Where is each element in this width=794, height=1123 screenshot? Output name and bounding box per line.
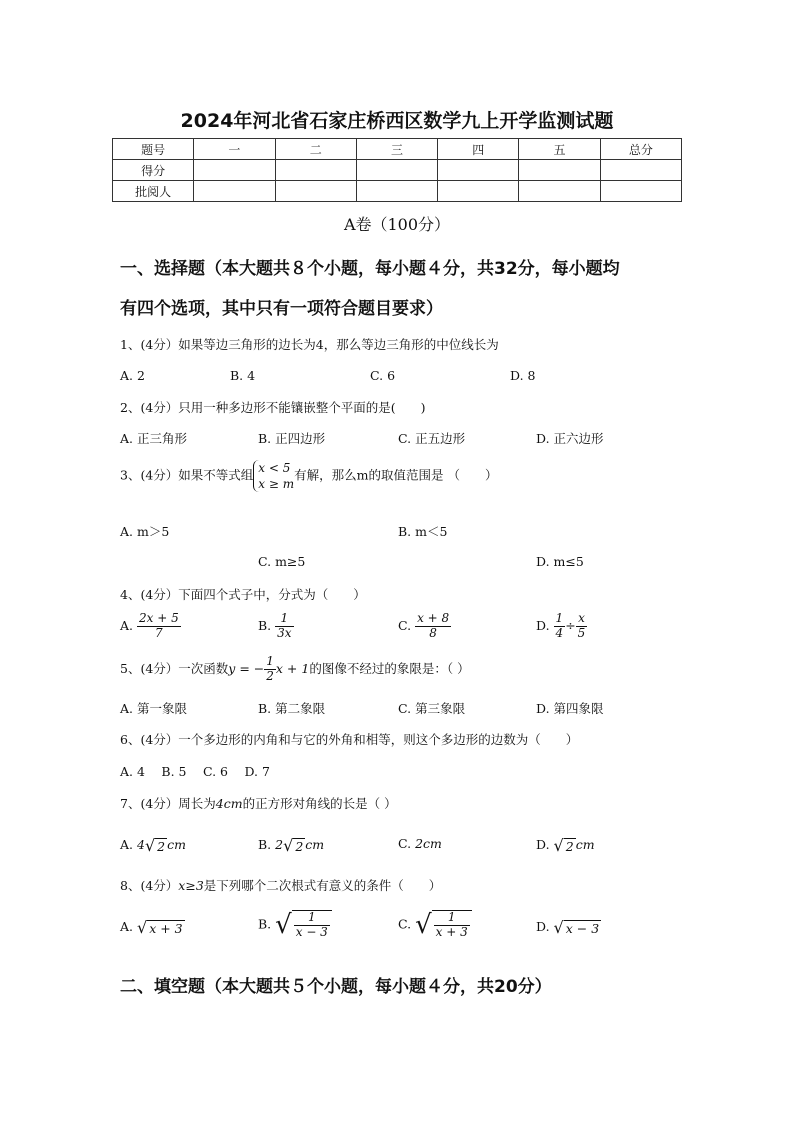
- inequality-1: x < 5: [258, 461, 291, 475]
- question-6: 6、(4分）一个多边形的内角和与它的外角和相等，则这个多边形的边数为（ ）: [120, 732, 579, 747]
- numerator: 1: [555, 611, 564, 625]
- fraction: [434, 911, 470, 940]
- radical-icon: √: [553, 836, 564, 855]
- table-cell: 五: [519, 139, 600, 160]
- q7-suffix: 的正方形对角线的长是（ ）: [242, 796, 397, 811]
- q2-option-c[interactable]: C. 正五边形: [398, 431, 466, 446]
- option-label: A.: [120, 837, 134, 852]
- q3-option-c[interactable]: C. m≥5: [258, 554, 306, 569]
- q8-option-a[interactable]: [120, 918, 185, 937]
- question-8: [120, 876, 441, 894]
- q4-option-d[interactable]: [536, 612, 587, 641]
- grader-input-cell[interactable]: [194, 181, 275, 202]
- fraction: [264, 655, 276, 684]
- unit: cm: [305, 837, 325, 852]
- q1-option-a[interactable]: A. 2: [120, 368, 145, 383]
- score-input-cell[interactable]: [275, 160, 356, 181]
- q8-option-c[interactable]: [398, 910, 472, 940]
- q7-option-d[interactable]: [536, 836, 595, 855]
- fraction: [576, 612, 588, 641]
- numerator: 1: [275, 612, 293, 627]
- q7-option-c[interactable]: [398, 836, 442, 851]
- score-input-cell[interactable]: [519, 160, 600, 181]
- fraction: [415, 612, 451, 641]
- radical-icon: √: [275, 910, 292, 940]
- q2-option-b[interactable]: B. 正四边形: [258, 431, 326, 446]
- q2-option-d[interactable]: D. 正六边形: [536, 431, 604, 446]
- q3-option-d[interactable]: D. m≤5: [536, 554, 584, 569]
- question-1: 1、(4分）如果等边三角形的边长为4，那么等边三角形的中位线长为: [120, 337, 499, 352]
- score-input-cell[interactable]: [600, 160, 681, 181]
- unit: cm: [575, 837, 595, 852]
- grader-input-cell[interactable]: [356, 181, 437, 202]
- q1-option-c[interactable]: C. 6: [370, 368, 396, 383]
- radicand: [432, 910, 472, 940]
- radicand: 2: [295, 838, 304, 854]
- sqrt: [554, 918, 602, 937]
- grader-input-cell[interactable]: [519, 181, 600, 202]
- option-label: C.: [398, 617, 412, 633]
- q5-prefix: 5、(4分）一次函数: [120, 660, 229, 676]
- condition: x≥3: [178, 878, 204, 893]
- q1-option-b[interactable]: B. 4: [230, 368, 256, 383]
- q5-suffix: 的图像不经过的象限是：（ ）: [309, 660, 470, 676]
- sqrt: [137, 918, 185, 937]
- radical-icon: √: [415, 910, 432, 940]
- part-a-heading: A卷（100分）: [343, 215, 451, 234]
- equation-right: x + 1: [275, 660, 310, 676]
- denominator: 8: [429, 625, 437, 640]
- score-input-cell[interactable]: [194, 160, 275, 181]
- table-cell: 四: [438, 139, 519, 160]
- q5-option-b[interactable]: B. 第二象限: [258, 701, 326, 716]
- option-label: B.: [258, 617, 272, 633]
- inequality-system: [253, 460, 294, 492]
- table-cell: 批阅人: [113, 181, 194, 202]
- q4-option-c[interactable]: [398, 612, 451, 641]
- denominator: x + 3: [435, 925, 468, 939]
- section2-heading: 二、填空题（本大题共５个小题，每小题４分，共20分）: [120, 977, 552, 997]
- denominator: 5: [577, 625, 586, 640]
- q7-option-a[interactable]: [120, 836, 186, 855]
- q4-option-b[interactable]: [258, 612, 294, 641]
- numerator: 1: [266, 654, 274, 668]
- equation-left: y = −: [228, 660, 265, 676]
- sqrt: [554, 836, 576, 855]
- question-2: 2、(4分）只用一种多边形不能镶嵌整个平面的是( ): [120, 400, 426, 415]
- q3-option-b[interactable]: B. m＜5: [398, 524, 448, 539]
- q8-suffix: 是下列哪个二次根式有意义的条件（ ）: [203, 878, 442, 893]
- option-label: D.: [536, 617, 550, 633]
- numerator: x: [576, 612, 588, 627]
- unit: cm: [167, 837, 186, 852]
- radicand: [292, 910, 332, 940]
- fraction: [294, 911, 330, 940]
- option-label: D.: [536, 919, 550, 934]
- q7-option-b[interactable]: [258, 836, 324, 855]
- radicand: 2: [157, 838, 166, 854]
- q1-option-d[interactable]: D. 8: [510, 368, 536, 383]
- grader-input-cell[interactable]: [600, 181, 681, 202]
- radical-icon: √: [144, 836, 156, 855]
- numerator: 2x + 5: [139, 611, 179, 625]
- fraction: [137, 612, 181, 641]
- radicand: x + 3: [149, 920, 183, 936]
- radical-icon: √: [283, 836, 294, 855]
- sqrt: [283, 836, 305, 855]
- inequality-2: x ≥ m: [258, 477, 295, 492]
- q2-option-a[interactable]: A. 正三角形: [120, 431, 187, 446]
- q8-option-d[interactable]: [536, 918, 601, 937]
- question-4: 4、(4分）下面四个式子中，分式为（ ）: [120, 587, 366, 602]
- table-cell: 总分: [600, 139, 681, 160]
- sqrt: [415, 910, 472, 940]
- radicand: x − 3: [565, 920, 600, 936]
- table-cell: 得分: [113, 160, 194, 181]
- score-input-cell[interactable]: [438, 160, 519, 181]
- denominator: 3x: [277, 625, 292, 640]
- sqrt: [275, 910, 332, 940]
- page-title: 2024年河北省石家庄桥西区数学九上开学监测试题: [180, 110, 614, 132]
- divide-sign: ÷: [565, 617, 576, 633]
- radicand: 2: [565, 838, 574, 854]
- q3-prefix: 3、(4分）如果不等式组: [120, 467, 254, 483]
- table-cell: 一: [194, 139, 275, 160]
- option-label: B.: [258, 916, 272, 932]
- option-label: C.: [398, 916, 412, 932]
- q4-option-a[interactable]: [120, 612, 181, 641]
- table-row: [113, 181, 682, 202]
- q7-prefix: 7、(4分）周长为: [120, 796, 216, 811]
- section1-heading-line1: 一、选择题（本大题共８个小题，每小题４分，共32分，每小题均: [120, 259, 620, 279]
- radical-icon: √: [137, 918, 148, 937]
- numerator: 1: [294, 911, 330, 926]
- section1-heading-line2: 有四个选项，其中只有一项符合题目要求）: [120, 299, 443, 319]
- q8-option-b[interactable]: [258, 910, 332, 940]
- score-table: [112, 138, 682, 202]
- score-input-cell[interactable]: [356, 160, 437, 181]
- question-7: [120, 794, 397, 812]
- table-row: [113, 160, 682, 181]
- question-5: [120, 655, 470, 684]
- q5-option-c[interactable]: C. 第三象限: [398, 701, 466, 716]
- coefficient: 4: [137, 837, 145, 852]
- table-cell: 三: [356, 139, 437, 160]
- q5-option-a[interactable]: A. 第一象限: [120, 701, 187, 716]
- denominator: 4: [555, 625, 564, 640]
- table-row: [113, 139, 682, 160]
- q6-options[interactable]: A. 4 B. 5 C. 6 D. 7: [120, 764, 270, 779]
- table-cell: 二: [275, 139, 356, 160]
- grader-input-cell[interactable]: [438, 181, 519, 202]
- table-cell: 题号: [113, 139, 194, 160]
- option-label: D.: [536, 837, 550, 852]
- option-label: C.: [398, 836, 412, 851]
- grader-input-cell[interactable]: [275, 181, 356, 202]
- fraction: [275, 612, 293, 641]
- perimeter-value: 4cm: [215, 796, 243, 811]
- denominator: 2: [266, 668, 274, 683]
- q8-prefix: 8、(4分）: [120, 878, 179, 893]
- option-label: A.: [120, 617, 134, 633]
- q3-suffix: 有解，那么m的取值范围是 （ ）: [294, 467, 498, 483]
- value: 2cm: [415, 836, 442, 851]
- option-label: B.: [258, 837, 272, 852]
- radical-icon: √: [553, 918, 564, 937]
- q3-option-a[interactable]: A. m＞5: [120, 524, 170, 539]
- denominator: x − 3: [295, 925, 328, 939]
- option-label: A.: [120, 919, 134, 934]
- question-3: [120, 460, 497, 492]
- coefficient: 2: [275, 837, 284, 852]
- numerator: x + 8: [417, 611, 450, 625]
- numerator: 1: [434, 911, 470, 926]
- denominator: 7: [155, 625, 163, 640]
- sqrt: [145, 836, 167, 855]
- fraction: [554, 612, 566, 641]
- q5-option-d[interactable]: D. 第四象限: [536, 701, 604, 716]
